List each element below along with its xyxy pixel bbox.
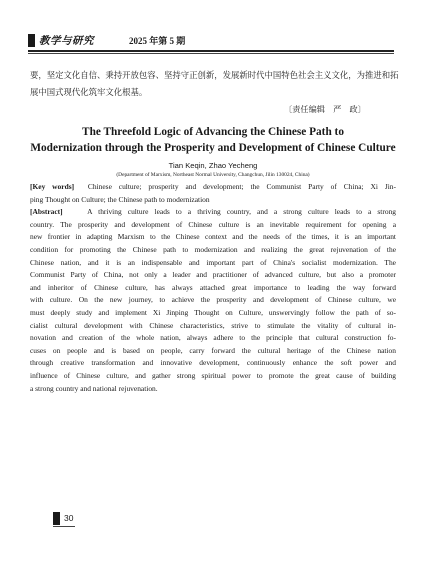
keywords-line — [30, 181, 396, 194]
affiliation: (Department of Marxism, Northeast Normal University, Changchun, Jilin 130024, China) — [116, 172, 310, 178]
journal-name: 教学与研究 — [39, 36, 94, 47]
abstract-line: Communist Party of China, not only a leader and practitioner of advanced culture, but also a promoter — [30, 270, 396, 280]
header-rule-thick — [28, 50, 394, 52]
abstract-line: cuses on people and is based on people, carry forward the cultural heritage of the Chinese nation — [30, 345, 396, 355]
authors: Tian Keqin, Zhao Yecheng — [168, 161, 258, 170]
title-line: Modernization through the Prosperity and Development of Chinese Culture — [30, 142, 396, 154]
english-title — [30, 124, 396, 156]
abstract-line: through creative transformation and innovative development, continuously enhance the soft power and — [30, 358, 396, 368]
abstract-text: A thriving culture leads to a thriving country, and a strong culture leads to a strong — [87, 207, 396, 217]
footer-marker — [53, 512, 60, 525]
responsible-editor: 〔责任编辑 严 政〕 — [284, 104, 366, 114]
abstract-line — [30, 206, 396, 219]
abstract-line: and inheritor of Chinese culture, has always attached great importance to leading the way forward — [30, 282, 396, 292]
abstract-line: with culture. On the new journey, to achieve the prosperity and development of Chinese culture, we — [30, 295, 396, 305]
abstract-line: cialist cultural development with Chinese characteristics, strive to stimulate the vitality of cultural in- — [30, 320, 396, 330]
abstract-label: [Abstract] — [30, 207, 63, 217]
abstract-line: a strong country and national rejuvenation. — [30, 383, 158, 393]
abstract-line: novation and creation of the whole nation, always adhere to the principle that cultural construction fo- — [30, 333, 396, 343]
abstract-line: must deeply study and implement Xi Jinping Thought on Culture, unswervingly follow the path of so- — [30, 307, 396, 317]
issue-info: 2025 年第 5 期 — [129, 36, 186, 46]
running-header — [28, 33, 394, 55]
abstract-line: country. The prosperity and development of Chinese culture is an inevitable requirement for opening a — [30, 219, 396, 229]
chinese-line: 展中国式现代化筑牢文化根基。 — [30, 87, 148, 97]
header-rule-thin — [28, 53, 394, 54]
abstract-line: influence of Chinese culture, and gather strong spiritual power to promote the great cause of building — [30, 370, 396, 380]
chinese-paragraph — [30, 67, 399, 101]
keywords-line: ping Thought on Culture; the Chinese path to modernization — [30, 194, 210, 204]
chinese-line: 要，坚定文化自信、秉持开放包容、坚持守正创新，发展新时代中国特色社会主义文化，为推进和拓 — [30, 70, 399, 80]
abstract-line: condition for promoting the Chinese path to modernization and realizing the great rejuvenation of the — [30, 244, 396, 254]
abstract-line: new frontier in adapting Marxism to the Chinese context and the needs of the times, it is an important — [30, 232, 396, 242]
footer-rule — [53, 526, 75, 527]
header-marker — [28, 34, 35, 47]
title-line: The Threefold Logic of Advancing the Chinese Path to — [82, 126, 344, 138]
abstract-block — [30, 181, 396, 395]
abstract-line: Chinese nation, and it is an indispensable and important part of China's socialist modernization. The — [30, 257, 396, 267]
keywords-text: Chinese culture; prosperity and development; the Communist Party of China; Xi Jin- — [87, 182, 396, 191]
page-number: 30 — [64, 513, 74, 523]
keywords-label: [Key words] — [30, 182, 75, 191]
